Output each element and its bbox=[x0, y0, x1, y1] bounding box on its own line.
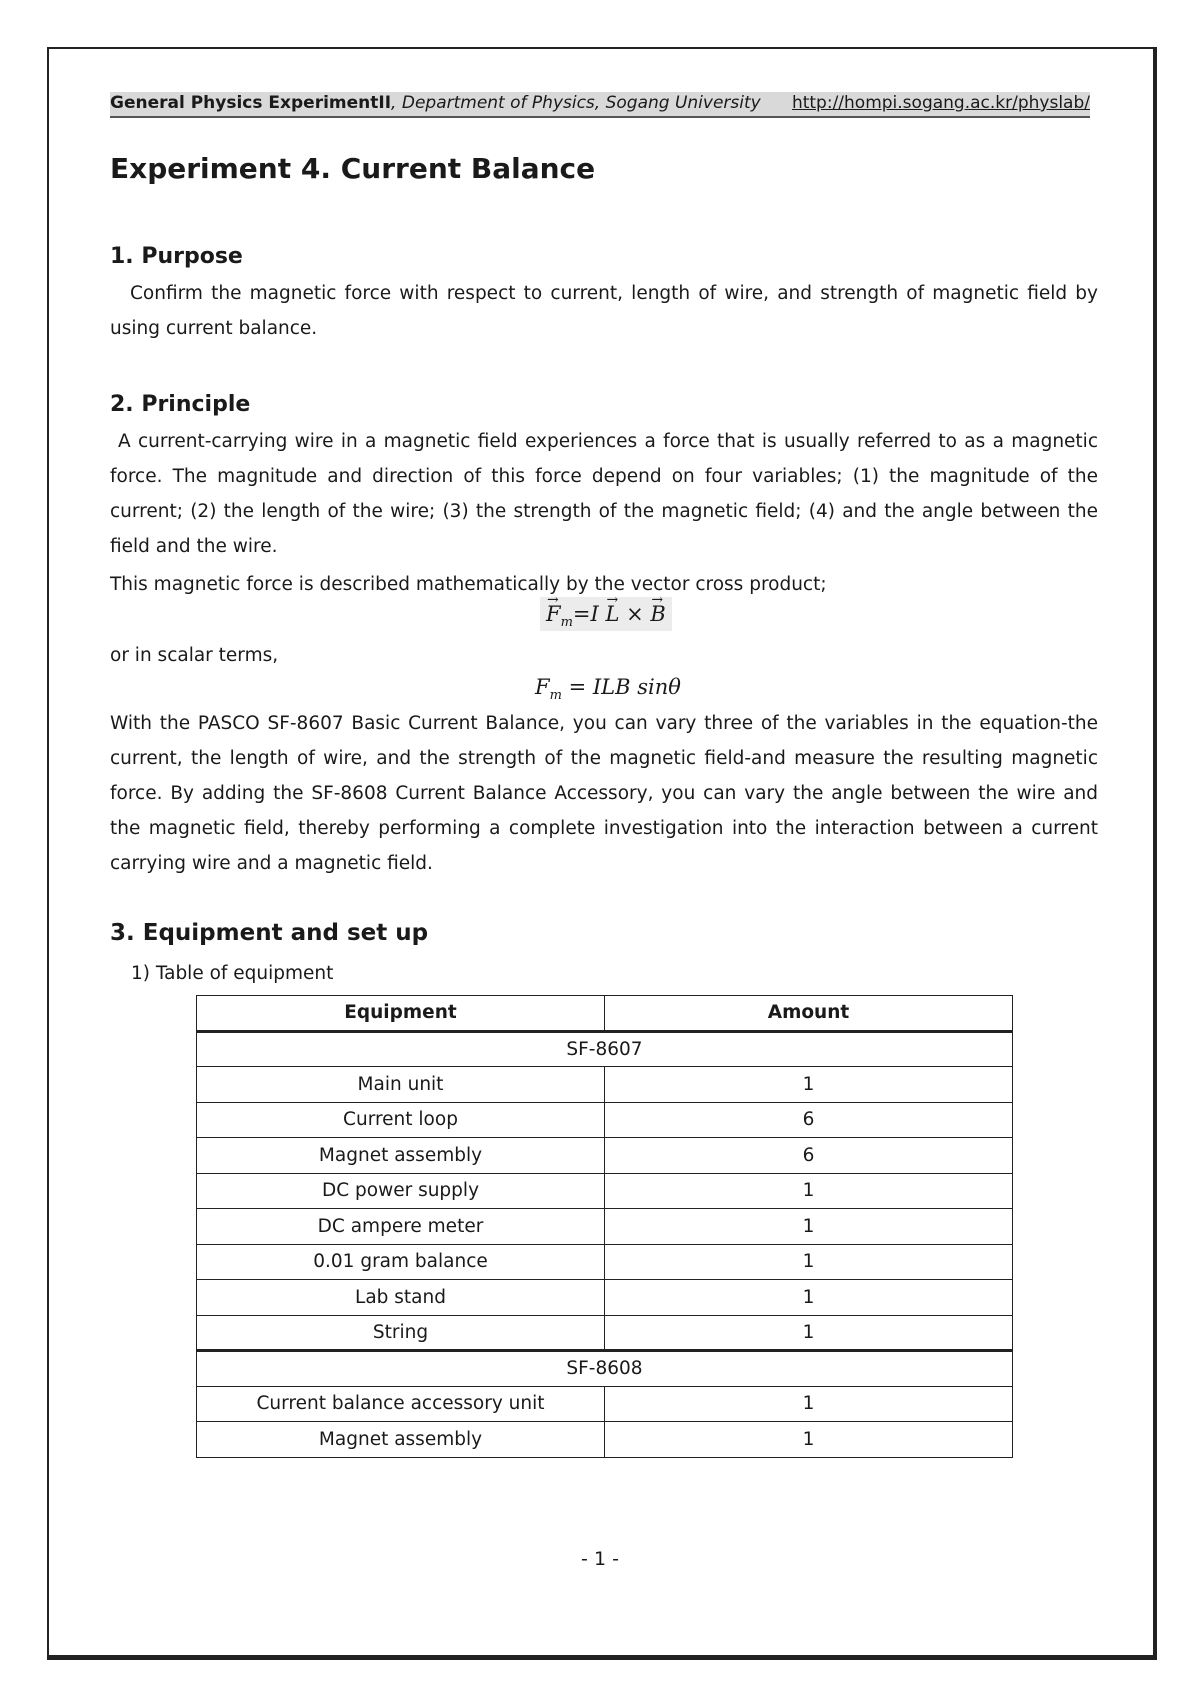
purpose-text: Confirm the magnetic force with respect to current, length of wire, and strength of magnetic field by using current balance. bbox=[110, 283, 1098, 339]
equipment-amount: 1 bbox=[605, 1386, 1013, 1422]
page-header bbox=[110, 92, 1090, 118]
equipment-amount: 1 bbox=[605, 1244, 1013, 1280]
principle-paragraph-2: This magnetic force is described mathematically by the vector cross product; bbox=[110, 574, 827, 595]
table-row bbox=[197, 1209, 1013, 1245]
table-row bbox=[197, 1138, 1013, 1174]
equipment-name: String bbox=[197, 1315, 605, 1351]
equipment-name: DC ampere meter bbox=[197, 1209, 605, 1245]
group-label-sf-8607: SF-8607 bbox=[197, 1031, 1013, 1067]
table-row bbox=[197, 1102, 1013, 1138]
header-course: General Physics ExperimentII, Department of Physics, Sogang University bbox=[110, 93, 761, 113]
table-header-row bbox=[197, 996, 1013, 1032]
page-number: - 1 - bbox=[581, 1548, 619, 1570]
column-header-amount: Amount bbox=[605, 996, 1013, 1032]
equipment-name: Magnet assembly bbox=[197, 1422, 605, 1458]
principle-heading: 2. Principle bbox=[110, 392, 251, 417]
equipment-amount: 6 bbox=[605, 1102, 1013, 1138]
header-url[interactable]: http://hompi.sogang.ac.kr/physlab/ bbox=[791, 93, 1090, 113]
vector-force-equation: → $F_m=I \to L$ × → B bbox=[540, 597, 672, 631]
equipment-amount: 1 bbox=[605, 1067, 1013, 1103]
page-border-shadow-right bbox=[1153, 47, 1157, 1660]
equipment-table-caption: 1) Table of equipment bbox=[131, 963, 334, 984]
table-row bbox=[197, 1244, 1013, 1280]
equipment-heading: 3. Equipment and set up bbox=[110, 920, 429, 946]
column-header-equipment: Equipment bbox=[197, 996, 605, 1032]
equipment-name: Current loop bbox=[197, 1102, 605, 1138]
equipment-name: 0.01 gram balance bbox=[197, 1244, 605, 1280]
equipment-name: DC power supply bbox=[197, 1173, 605, 1209]
page-title: Experiment 4. Current Balance bbox=[110, 152, 596, 185]
principle-paragraph-4: With the PASCO SF-8607 Basic Current Balance, you can vary three of the variables in the equation-the current, the length of wire, and the strength of the magnetic field-and measure the resulting magnetic force. By adding the SF-8608 Current Balance Accessory, you can vary the angle between the wire and the magnetic field, thereby performing a complete investigation into the interaction between a current carrying wire and a magnetic field. bbox=[110, 713, 1098, 874]
equipment-amount: 1 bbox=[605, 1422, 1013, 1458]
equipment-name: Lab stand bbox=[197, 1280, 605, 1316]
principle-paragraph-3: or in scalar terms, bbox=[110, 645, 279, 666]
equipment-name: Current balance accessory unit bbox=[197, 1386, 605, 1422]
table-group-row bbox=[197, 1031, 1013, 1067]
scalar-force-equation: $F_m$ = ILB sinθ bbox=[535, 675, 681, 704]
table-row bbox=[197, 1173, 1013, 1209]
purpose-heading: 1. Purpose bbox=[110, 244, 243, 269]
table-row bbox=[197, 1280, 1013, 1316]
equipment-name: Main unit bbox=[197, 1067, 605, 1103]
page-border-shadow-bottom bbox=[47, 1655, 1157, 1660]
principle-paragraph-1: A current-carrying wire in a magnetic field experiences a force that is usually referred to as a magnetic force. The magnitude and direction of this force depend on four variables; (1) the magnitude of the current; (2) the length of the wire; (3) the strength of the magnetic field; (4) and the angle between the field and the wire. bbox=[110, 431, 1098, 557]
group-label-sf-8608: SF-8608 bbox=[197, 1351, 1013, 1387]
table-row bbox=[197, 1067, 1013, 1103]
equipment-amount: 6 bbox=[605, 1138, 1013, 1174]
table-row bbox=[197, 1315, 1013, 1351]
equipment-name: Magnet assembly bbox=[197, 1138, 605, 1174]
equipment-amount: 1 bbox=[605, 1209, 1013, 1245]
table-row bbox=[197, 1386, 1013, 1422]
table-group-row bbox=[197, 1351, 1013, 1387]
equipment-amount: 1 bbox=[605, 1315, 1013, 1351]
table-row bbox=[197, 1422, 1013, 1458]
equipment-amount: 1 bbox=[605, 1173, 1013, 1209]
equipment-amount: 1 bbox=[605, 1280, 1013, 1316]
equipment-table bbox=[196, 995, 1013, 1458]
